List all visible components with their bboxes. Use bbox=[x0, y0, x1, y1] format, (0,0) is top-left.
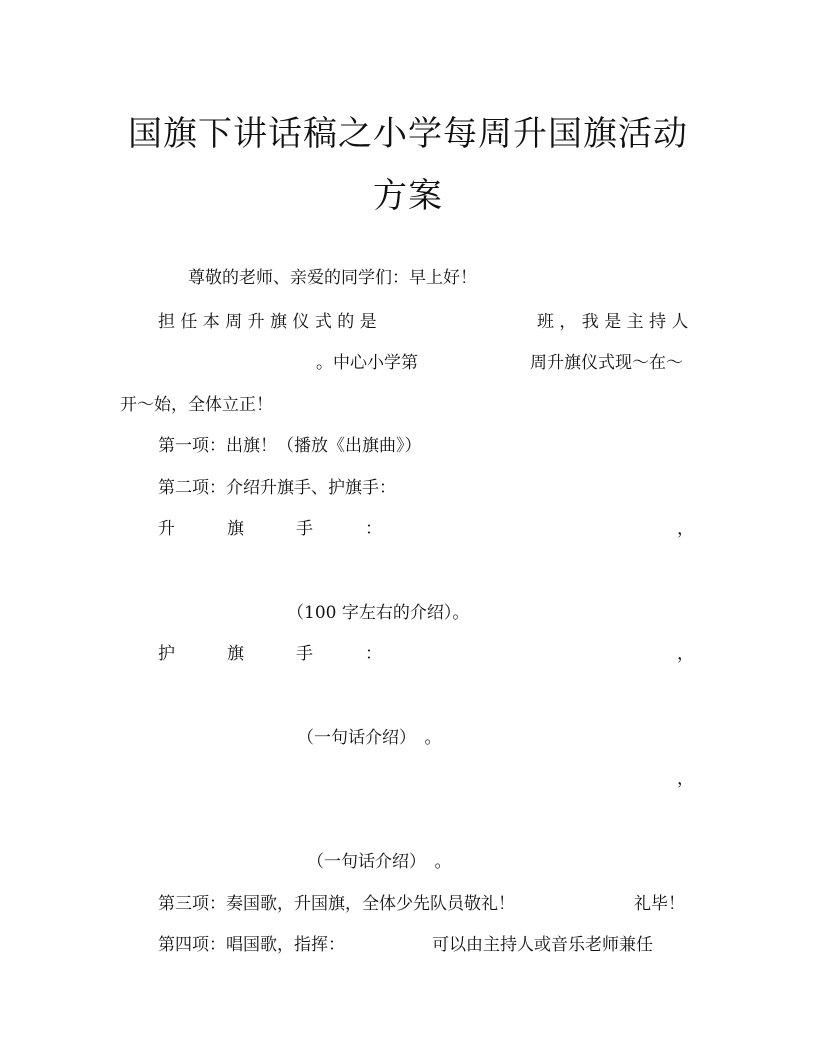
flag-guard-char: 护 bbox=[158, 644, 175, 664]
host-text-e: 开～始，全体立正！ bbox=[120, 395, 273, 415]
flag-guard-char: ： bbox=[365, 644, 382, 664]
item-one: 第一项：出旗！（播放《出旗曲》） bbox=[158, 436, 422, 456]
item-two: 第二项：介绍升旗手、护旗手： bbox=[158, 478, 396, 498]
flag-guard-intro-1: （一句话介绍） 。 bbox=[297, 728, 442, 748]
flag-raiser-char: 升 bbox=[158, 519, 175, 539]
flag-guard-char: 手 bbox=[296, 644, 313, 664]
flag-guard-char: 旗 bbox=[227, 644, 244, 664]
flag-raiser-char: ： bbox=[365, 519, 382, 539]
item-three: 第三项：奏国歌，升国旗，全体少先队员敬礼！ bbox=[158, 894, 515, 914]
flag-guard-2-comma: ， bbox=[677, 769, 694, 789]
flag-guard-label bbox=[158, 643, 382, 665]
item-three-end: 礼毕！ bbox=[634, 894, 685, 914]
flag-raiser-char: 手 bbox=[296, 519, 313, 539]
flag-guard-comma: ， bbox=[677, 644, 694, 664]
flag-raiser-label bbox=[158, 518, 382, 540]
host-text-a: 担 任 本 周 升 旗 仪 式 的 是 bbox=[158, 312, 377, 332]
item-four: 第四项：唱国歌，指挥： bbox=[158, 935, 345, 955]
flag-raiser-char: 旗 bbox=[227, 519, 244, 539]
flag-raiser-intro: （100 字左右的介绍）。 bbox=[287, 603, 470, 623]
item-four-note: 可以由主持人或音乐老师兼任 bbox=[432, 935, 653, 955]
flag-raiser-comma: ， bbox=[677, 519, 694, 539]
greeting-paragraph: 尊敬的老师、亲爱的同学们：早上好！ bbox=[188, 268, 477, 288]
flag-guard-intro-2: （一句话介绍） 。 bbox=[307, 852, 452, 872]
host-text-d: 周升旗仪式现～在～ bbox=[530, 353, 683, 373]
host-text-c: 。中心小学第 bbox=[316, 353, 418, 373]
host-text-b: 班 ， 我 是 主 持 人 bbox=[537, 312, 689, 332]
document-title-line-1: 国旗下讲话稿之小学每周升国旗活动 bbox=[128, 114, 688, 154]
document-title-line-2: 方案 bbox=[373, 176, 443, 216]
